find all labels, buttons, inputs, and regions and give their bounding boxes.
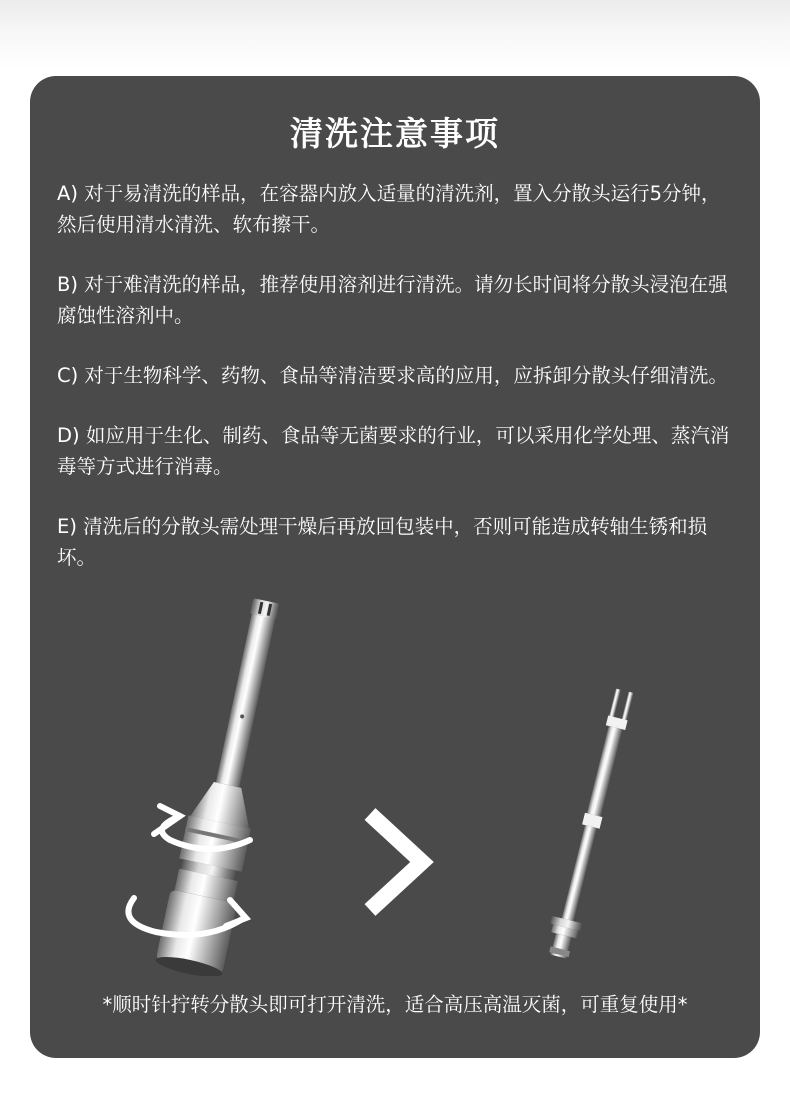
note-c: C) 对于生物科学、药物、食品等清洁要求高的应用，应拆卸分散头仔细清洗。 xyxy=(57,364,728,387)
top-shade xyxy=(0,0,790,70)
cleaning-notes-card xyxy=(30,76,760,1058)
note-a: A) 对于易清洗的样品，在容器内放入适量的清洗剂，置入分散头运行5分钟，然后使用清水清洗、软布擦干。 xyxy=(57,182,721,236)
note-d: D) 如应用于生化、制药、食品等无菌要求的行业，可以采用化学处理、蒸汽消毒等方式进行消毒。 xyxy=(57,424,730,478)
notes-list xyxy=(57,178,737,602)
note-e: E) 清洗后的分散头需处理干燥后再放回包装中，否则可能造成转轴生锈和损坏。 xyxy=(57,515,708,569)
caption: *顺时针拧转分散头即可打开清洗，适合高压高温灭菌，可重复使用* xyxy=(102,993,688,1016)
chevron-right-icon xyxy=(370,814,422,910)
assembled-disperser-head xyxy=(154,596,300,976)
disperser-illustration xyxy=(30,596,760,976)
note-b: B) 对于难清洗的样品，推荐使用溶剂进行清洗。请勿长时间将分散头浸泡在强腐蚀性溶剂中。 xyxy=(57,273,728,327)
disassembled-rotor-shaft xyxy=(543,687,640,961)
page-title: 清洗注意事项 xyxy=(290,114,500,153)
